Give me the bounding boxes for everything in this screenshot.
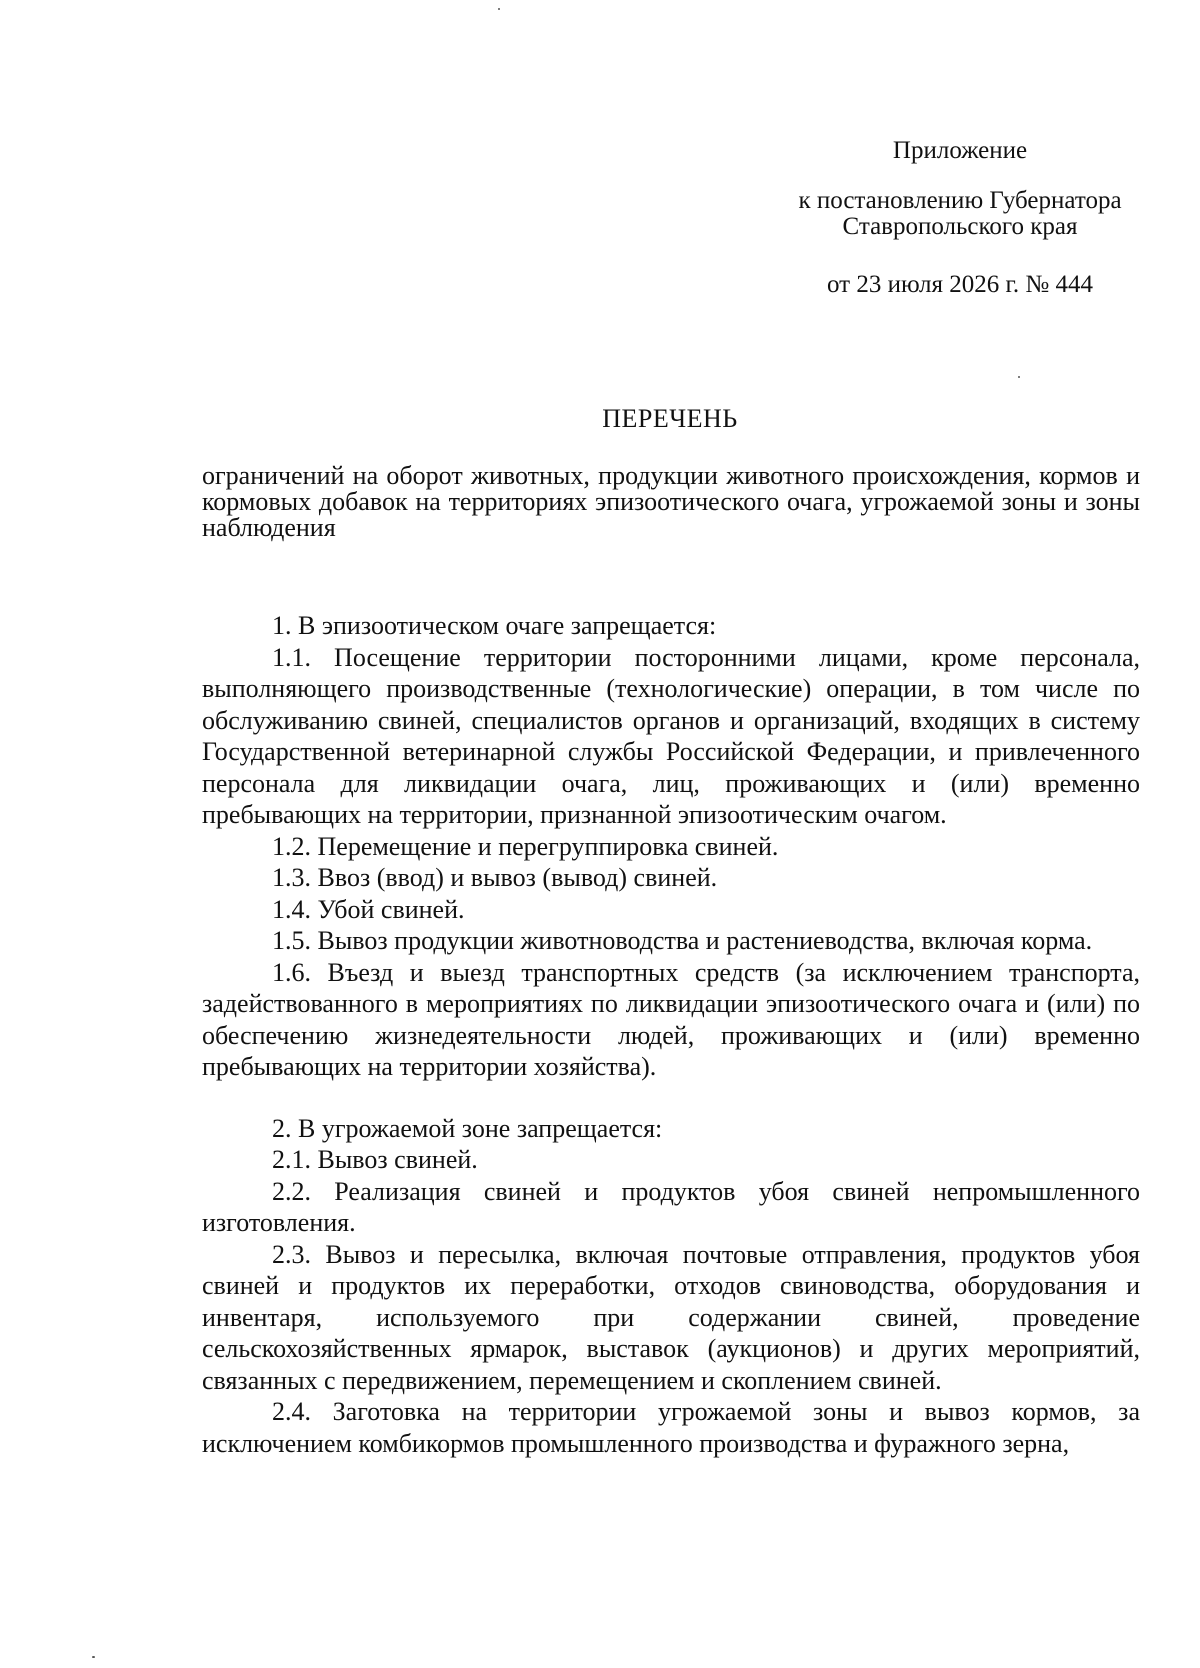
list-item: 2.2. Реализация свиней и продуктов убоя свиней непромышленного изготовления. [202,1176,1140,1237]
document-title: ПЕРЕЧЕНЬ [602,404,738,433]
list-item: 1.2. Перемещение и перегруппировка свиней. [272,831,779,861]
list-item: 1.1. Посещение территории посторонними лицами, кроме персонала, выполняющего производственные (технологические) операции, в том числе по обслуживанию свиней, специалистов органов и организаций, входящих в систему Государственной ветеринарной службы Российской Федерации, и привлеченного персонала для ликвидации очага, лиц, проживающих и (или) временно пребывающих на территории, признанной эпизоотическим очагом. [202,642,1140,829]
scan-speck [92,1656,95,1658]
document-subtitle: ограничений на оборот животных, продукции животного происхождения, кормов и кормовых добавок на территориях эпизоотического очага, угрожаемой зоны и зоны наблюдения [202,461,1140,542]
list-item: 1.3. Ввоз (ввод) и вывоз (вывод) свиней. [272,863,718,892]
section-heading: 2. В угрожаемой зоне запрещается: [272,1113,663,1143]
list-item: 1.6. Въезд и выезд транспортных средств (за исключением транспорта, задействованного в мероприятиях по ликвидации эпизоотического очага и (или) по обеспечению жизнедеятельности людей, проживающих и (или) временно пребывающих на территории хозяйства). [202,957,1140,1081]
appendix-label: Приложение [892,137,1028,164]
region-name: Ставропольского края [842,213,1078,240]
list-item: 1.5. Вывоз продукции животноводства и растениеводства, включая корма. [272,926,1093,955]
resolution-reference: к постановлению Губернатора [798,187,1122,214]
list-item: 1.4. Убой свиней. [272,894,465,924]
date-number: от 23 июля 2026 г. № 444 [826,271,1094,298]
list-item: 2.4. Заготовка на территории угрожаемой зоны и вывоз кормов, за исключением комбикормов промышленного производства и фуражного зерна, [202,1397,1140,1458]
section-heading: 1. В эпизоотическом очаге запрещается: [272,611,717,640]
scan-speck [1018,376,1020,378]
list-item: 2.1. Вывоз свиней. [272,1145,478,1174]
document-body [202,610,1140,1459]
scan-speck [498,8,500,10]
list-item: 2.3. Вывоз и пересылка, включая почтовые отправления, продуктов убоя свиней и продуктов их переработки, отходов свиноводства, оборудования и инвентаря, используемого при содержании свиней, проведение сельскохозяйственных ярмарок, выставок (аукционов) и других мероприятий, связанных с передвижением, перемещением и скоплением свиней. [202,1239,1140,1395]
